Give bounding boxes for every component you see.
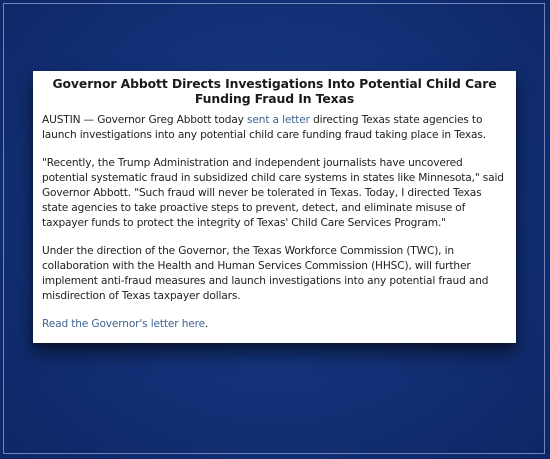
paragraph-1-lead: AUSTIN — Governor Greg Abbott today	[42, 114, 248, 126]
read-letter-link[interactable]: Read the Governor's letter here	[42, 318, 205, 330]
article-paragraph-3: Under the direction of the Governor, the Texas Workforce Commission (TWC), in collaboration with the Health and Human Services Commission (HHSC), will further implement anti-fraud measures and launch investigations into any potential fraud and misdirection of Texas taxpayer dollars.	[42, 245, 489, 302]
article-title: Governor Abbott Directs Investigations Into Potential Child Care Funding Fraud In Texas	[52, 76, 497, 106]
article-card	[33, 71, 516, 343]
paragraph-4-period: .	[204, 318, 209, 330]
article-paragraph-1	[42, 113, 507, 143]
article-paragraph-4	[42, 317, 507, 332]
paragraph-1-rest: directing Texas state agencies to launch investigations into any potential child care funding fraud taking place in Texas.	[42, 114, 486, 141]
article-paragraph-2: "Recently, the Trump Administration and independent journalists have uncovered potential systematic fraud in subsidized child care systems in states like Minnesota," said Governor Abbott. "Such fraud will never be tolerated in Texas. Today, I directed Texas state agencies to take proactive steps to prevent, detect, and eliminate misuse of taxpayer funds to protect the integrity of Texas' Child Care Services Program."	[42, 157, 504, 229]
sent-letter-link[interactable]: sent a letter	[247, 114, 310, 126]
